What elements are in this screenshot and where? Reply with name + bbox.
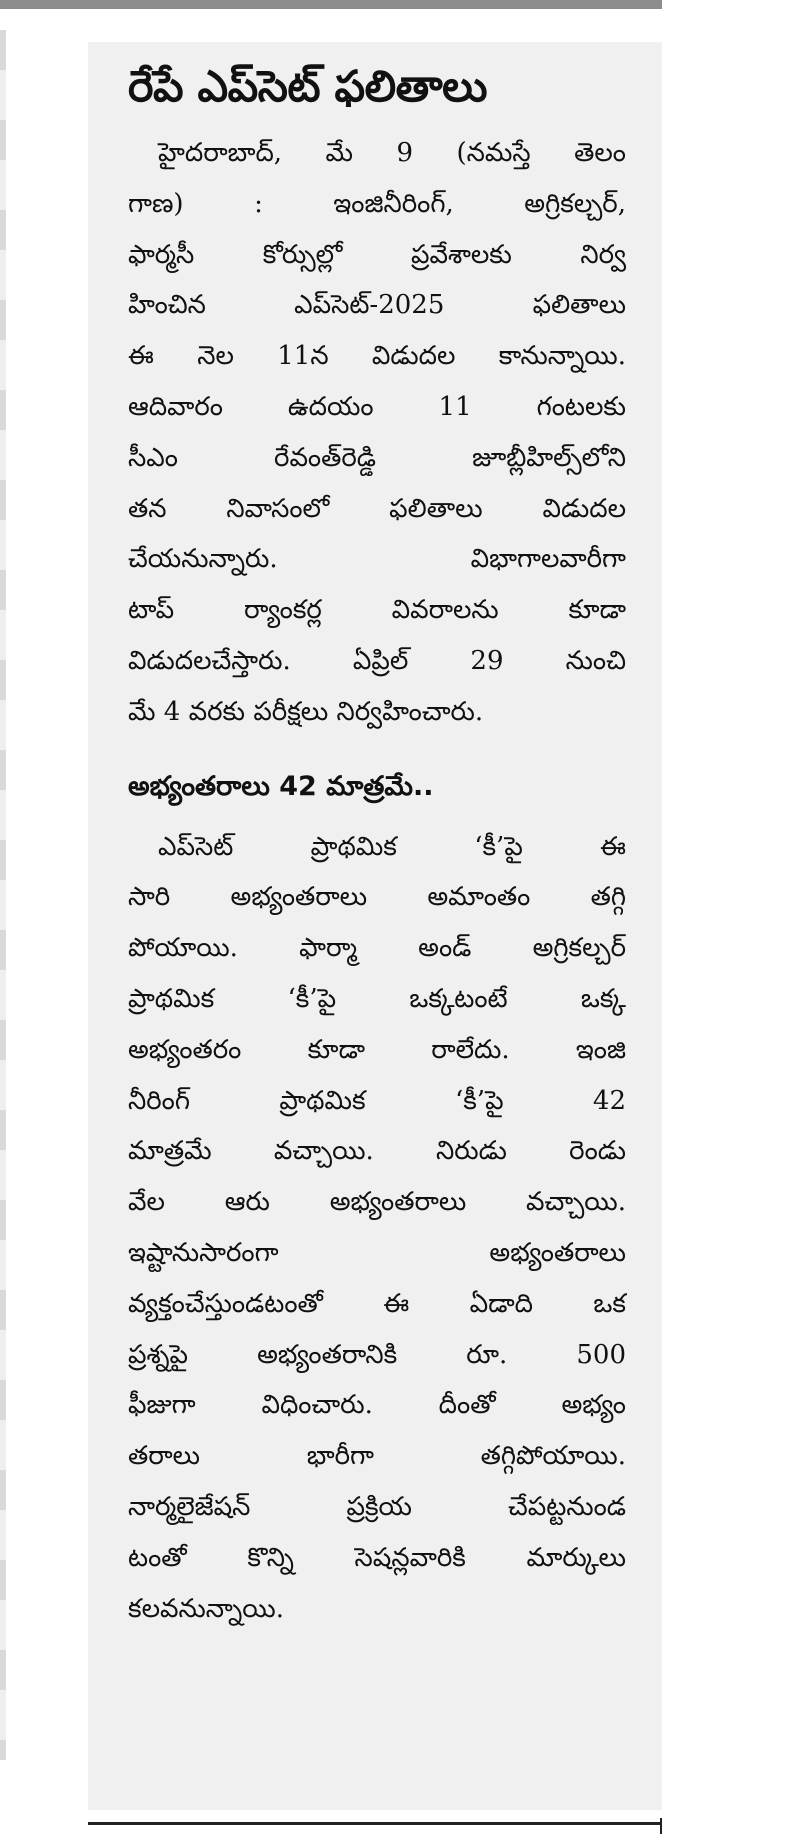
text-line: హైదరాబాద్‌, మే 9 (నమస్తే తెలం bbox=[158, 138, 626, 168]
bottom-rule-corner bbox=[660, 1818, 662, 1834]
text-line: ఎప్‌సెట్‌ ప్రాథమిక ‘కీ’పై ఈ bbox=[158, 831, 626, 862]
text-line: ఫార్మసీ కోర్సుల్లో ప్రవేశాలకు నిర్వ bbox=[128, 239, 626, 270]
text-line: వ్యక్తంచేస్తుండటంతో ఈ ఏడాది ఒక bbox=[128, 1288, 626, 1319]
article-headline: రేపే ఎప్‌సెట్‌ ఫలితాలు bbox=[128, 62, 487, 112]
text-line: ప్రశ్నపై అభ్యంతరానికి రూ. 500 bbox=[128, 1339, 626, 1370]
text-line: ఇష్టానుసారంగా అభ్యంతరాలు bbox=[128, 1237, 626, 1268]
text-line: కలవనున్నాయి. bbox=[128, 1593, 284, 1624]
text-line: ప్రాథమిక ‘కీ’పై ఒక్కటంటే ఒక్క bbox=[128, 983, 626, 1014]
text-line: మే 4 వరకు పరీక్షలు నిర్వహించారు. bbox=[128, 696, 484, 727]
text-line: గాణ) : ఇంజినీరింగ్‌, అగ్రికల్చర్‌, bbox=[128, 188, 626, 219]
adjacent-column-edge bbox=[0, 30, 6, 1760]
text-line: మాత్రమే వచ్చాయి. నిరుడు రెండు bbox=[128, 1136, 626, 1167]
text-line: హించిన ఎప్‌సెట్‌-2025 ఫలితాలు bbox=[128, 290, 626, 321]
text-line: అభ్యంతరం కూడా రాలేదు. ఇంజి bbox=[128, 1034, 626, 1065]
text-line: పోయాయి. ఫార్మా అండ్‌ అగ్రికల్చర్‌ bbox=[128, 933, 626, 964]
text-line: నీరింగ్‌ ప్రాథమిక ‘కీ’పై 42 bbox=[128, 1085, 626, 1116]
text-line: టాప్‌ ర్యాంకర్ల వివరాలను కూడా bbox=[128, 595, 626, 626]
article-paragraph-1 bbox=[128, 128, 626, 738]
text-line: సారి అభ్యంతరాలు అమాంతం తగ్గి bbox=[128, 882, 626, 913]
text-line: చేయనున్నారు. విభాగాలవారీగా bbox=[128, 544, 626, 575]
text-line: సీఎం రేవంత్‌రెడ్డి జూబ్లీహిల్స్‌లోని bbox=[128, 442, 626, 473]
text-line: ఈ నెల 11న విడుదల కానున్నాయి. bbox=[128, 341, 626, 372]
text-line: తరాలు భారీగా తగ్గిపోయాయి. bbox=[128, 1441, 626, 1472]
article-subheading: అభ్యంతరాలు 42 మాత్రమే.. bbox=[128, 770, 434, 802]
text-line: ఆదివారం ఉదయం 11 గంటలకు bbox=[128, 391, 626, 422]
text-line: తన నివాసంలో ఫలితాలు విడుదల bbox=[128, 493, 626, 524]
text-line: నార్మలైజేషన్‌ ప్రక్రియ చేపట్టనుండ bbox=[128, 1491, 626, 1522]
text-line: టంతో కొన్ని సెషన్లవారికి మార్కులు bbox=[128, 1542, 626, 1573]
bottom-column-rule bbox=[88, 1822, 662, 1825]
top-column-rule bbox=[0, 0, 662, 9]
text-line: వేల ఆరు అభ్యంతరాలు వచ్చాయి. bbox=[128, 1187, 626, 1218]
text-line: ఫీజుగా విధించారు. దీంతో అభ్యం bbox=[128, 1390, 626, 1421]
text-line: విడుదలచేస్తారు. ఏప్రిల్‌ 29 నుంచి bbox=[128, 645, 626, 676]
article-paragraph-2 bbox=[128, 822, 626, 1635]
news-clipping bbox=[88, 42, 662, 1810]
